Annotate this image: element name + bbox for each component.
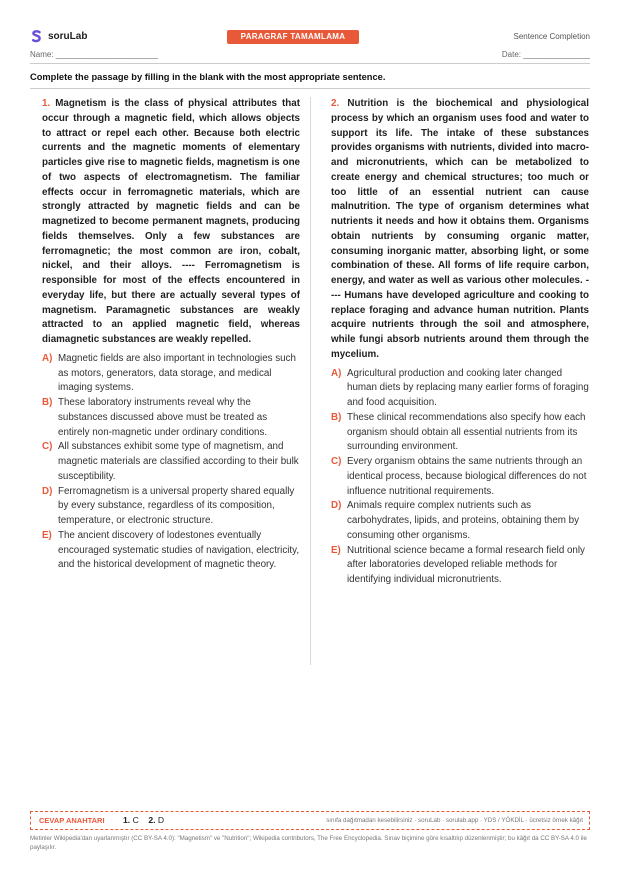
question-2-option-a[interactable]: A) Agricultural production and cooking later changed human diets by replacing many earlier forms of foraging and food acquisition.: [331, 367, 589, 408]
question-1-passage: [42, 97, 300, 348]
question-2-option-e[interactable]: E) Nutritional science became a formal research field only after laboratories developed reliable methods for identifying individual micronutrients.: [331, 544, 585, 585]
question-2-text: Nutrition is the biochemical and physiological process by which an organism uses food and water to support its life. The intake of these substances provides organisms with nutrients, divided into macro- and micronutrients, which can be metabolized to create energy and chemical structures; too much or too little of an essential nutrient can cause malnutrition. The type of organism determines what nutrients it needs and how it obtains them. Organisms obtain nutrients by consuming organic matter, consuming inorganic matter, absorbing light, or some combination of these. All forms of life require carbon, energy, and water as well as various other molecules. ---- Humans have developed agriculture and cooking to replace foraging and advance human nutrition. Plants acquire nutrients through the soil and atmosphere, while fungi absorb nutrients around them through the mycelium.: [331, 98, 589, 360]
question-1-options: [42, 352, 300, 573]
date-field: Date: _______________: [501, 50, 590, 59]
question-1-text: Magnetism is the class of physical attributes that occur through a magnetic field, which allows objects to attract or repel each other. Because both electric currents and the magnetic moments of elementary particles give rise to magnetic fields, magnetism is one of two aspects of electromagnetism. The familiar effects occur in ferromagnetic materials, which are strongly attracted by magnetic fields and can be magnetized to become permanent magnets, producing fields themselves. Only a few substances are ferromagnetic; the most common are iron, cobalt, nickel, and their alloys. ---- Ferromagnetism is responsible for most of the effects encountered in everyday life, but there are actually several types of magnetism. Paramagnetic substances are weakly attracted to an applied magnetic field, whereas diamagnetic substances are weakly repelled.: [42, 98, 300, 345]
question-2-options: [331, 367, 589, 588]
question-2-number: 2.: [331, 98, 340, 109]
section-title-english: Sentence Completion: [513, 32, 590, 41]
footer-attribution: Metinler Wikipedia'dan uyarlanmıştır (CC BY-SA 4.0): "Magnetism" ve "Nutrition"; Wikipedia contributors, The Free Encyclopedia. Sınav biçimine göre kısaltılıp düzenlenmiştir; bu kâğıt da CC BY-SA 4.0 ile paylaşılır.: [30, 835, 587, 851]
question-2: [331, 97, 589, 588]
instruction-divider: [30, 88, 590, 89]
question-2-option-c[interactable]: C) Every organism obtains the same nutrients through an identical process, because biological differences do not influence nutritional requirements.: [331, 456, 587, 497]
question-2-option-b[interactable]: B) These clinical recommendations also specify how each organism should obtain all essential nutrients from its surrounding environment.: [331, 411, 586, 453]
question-1-option-b[interactable]: B) These laboratory instruments reveal why the substances discussed above must be treated as entirely non-magnetic under ordinary conditions.: [42, 397, 268, 438]
question-2-passage: [331, 97, 589, 363]
question-1-option-a[interactable]: A) Magnetic fields are also important in technologies such as motors, generators, data storage, and medical imaging systems.: [42, 352, 296, 394]
question-2-option-d[interactable]: D) Animals require complex nutrients such as carbohydrates, lipids, and proteins, obtaining them by consuming other organisms.: [331, 500, 579, 541]
sorulab-logo-icon: [30, 30, 43, 43]
question-1: [42, 97, 300, 573]
answer-1-value: C: [132, 815, 139, 825]
brand-name: soruLab: [48, 31, 88, 42]
answer-key-note: sınıfa dağıtmadan kesebilirsiniz · soruLab · sorulab.app · YDS / YÖKDİL · ücretsiz örnek kâğıt: [326, 817, 583, 824]
section-badge: PARAGRAF TAMAMLAMA: [227, 30, 359, 44]
question-1-option-e[interactable]: E) The ancient discovery of lodestones eventually encouraged systematic studies of navigation, electricity, and the historical development of magnetic theory.: [42, 529, 300, 571]
answer-2-value: D: [157, 815, 165, 825]
answer-key: [30, 811, 590, 830]
name-field: Name: _______________________: [30, 50, 159, 59]
column-divider: [310, 97, 311, 665]
answer-key-label: CEVAP ANAHTARI: [39, 816, 105, 825]
question-1-number: 1.: [42, 98, 51, 109]
question-1-option-d[interactable]: D) Ferromagnetism is a universal property shared equally by every substance, regardless of its composition, temperature, or electronic structure.: [42, 485, 295, 526]
instruction: Complete the passage by filling in the blank with the most appropriate sentence.: [30, 72, 386, 82]
answer-key-items: [123, 815, 164, 825]
answer-1-number: 1.: [123, 815, 131, 825]
answer-2-number: 2.: [148, 815, 156, 825]
header-divider: [30, 63, 590, 64]
brand-logo: [30, 30, 87, 43]
question-1-option-c[interactable]: C) All substances exhibit some type of magnetism, and magnetic materials are classified according to their bulk susceptibility.: [42, 441, 299, 482]
